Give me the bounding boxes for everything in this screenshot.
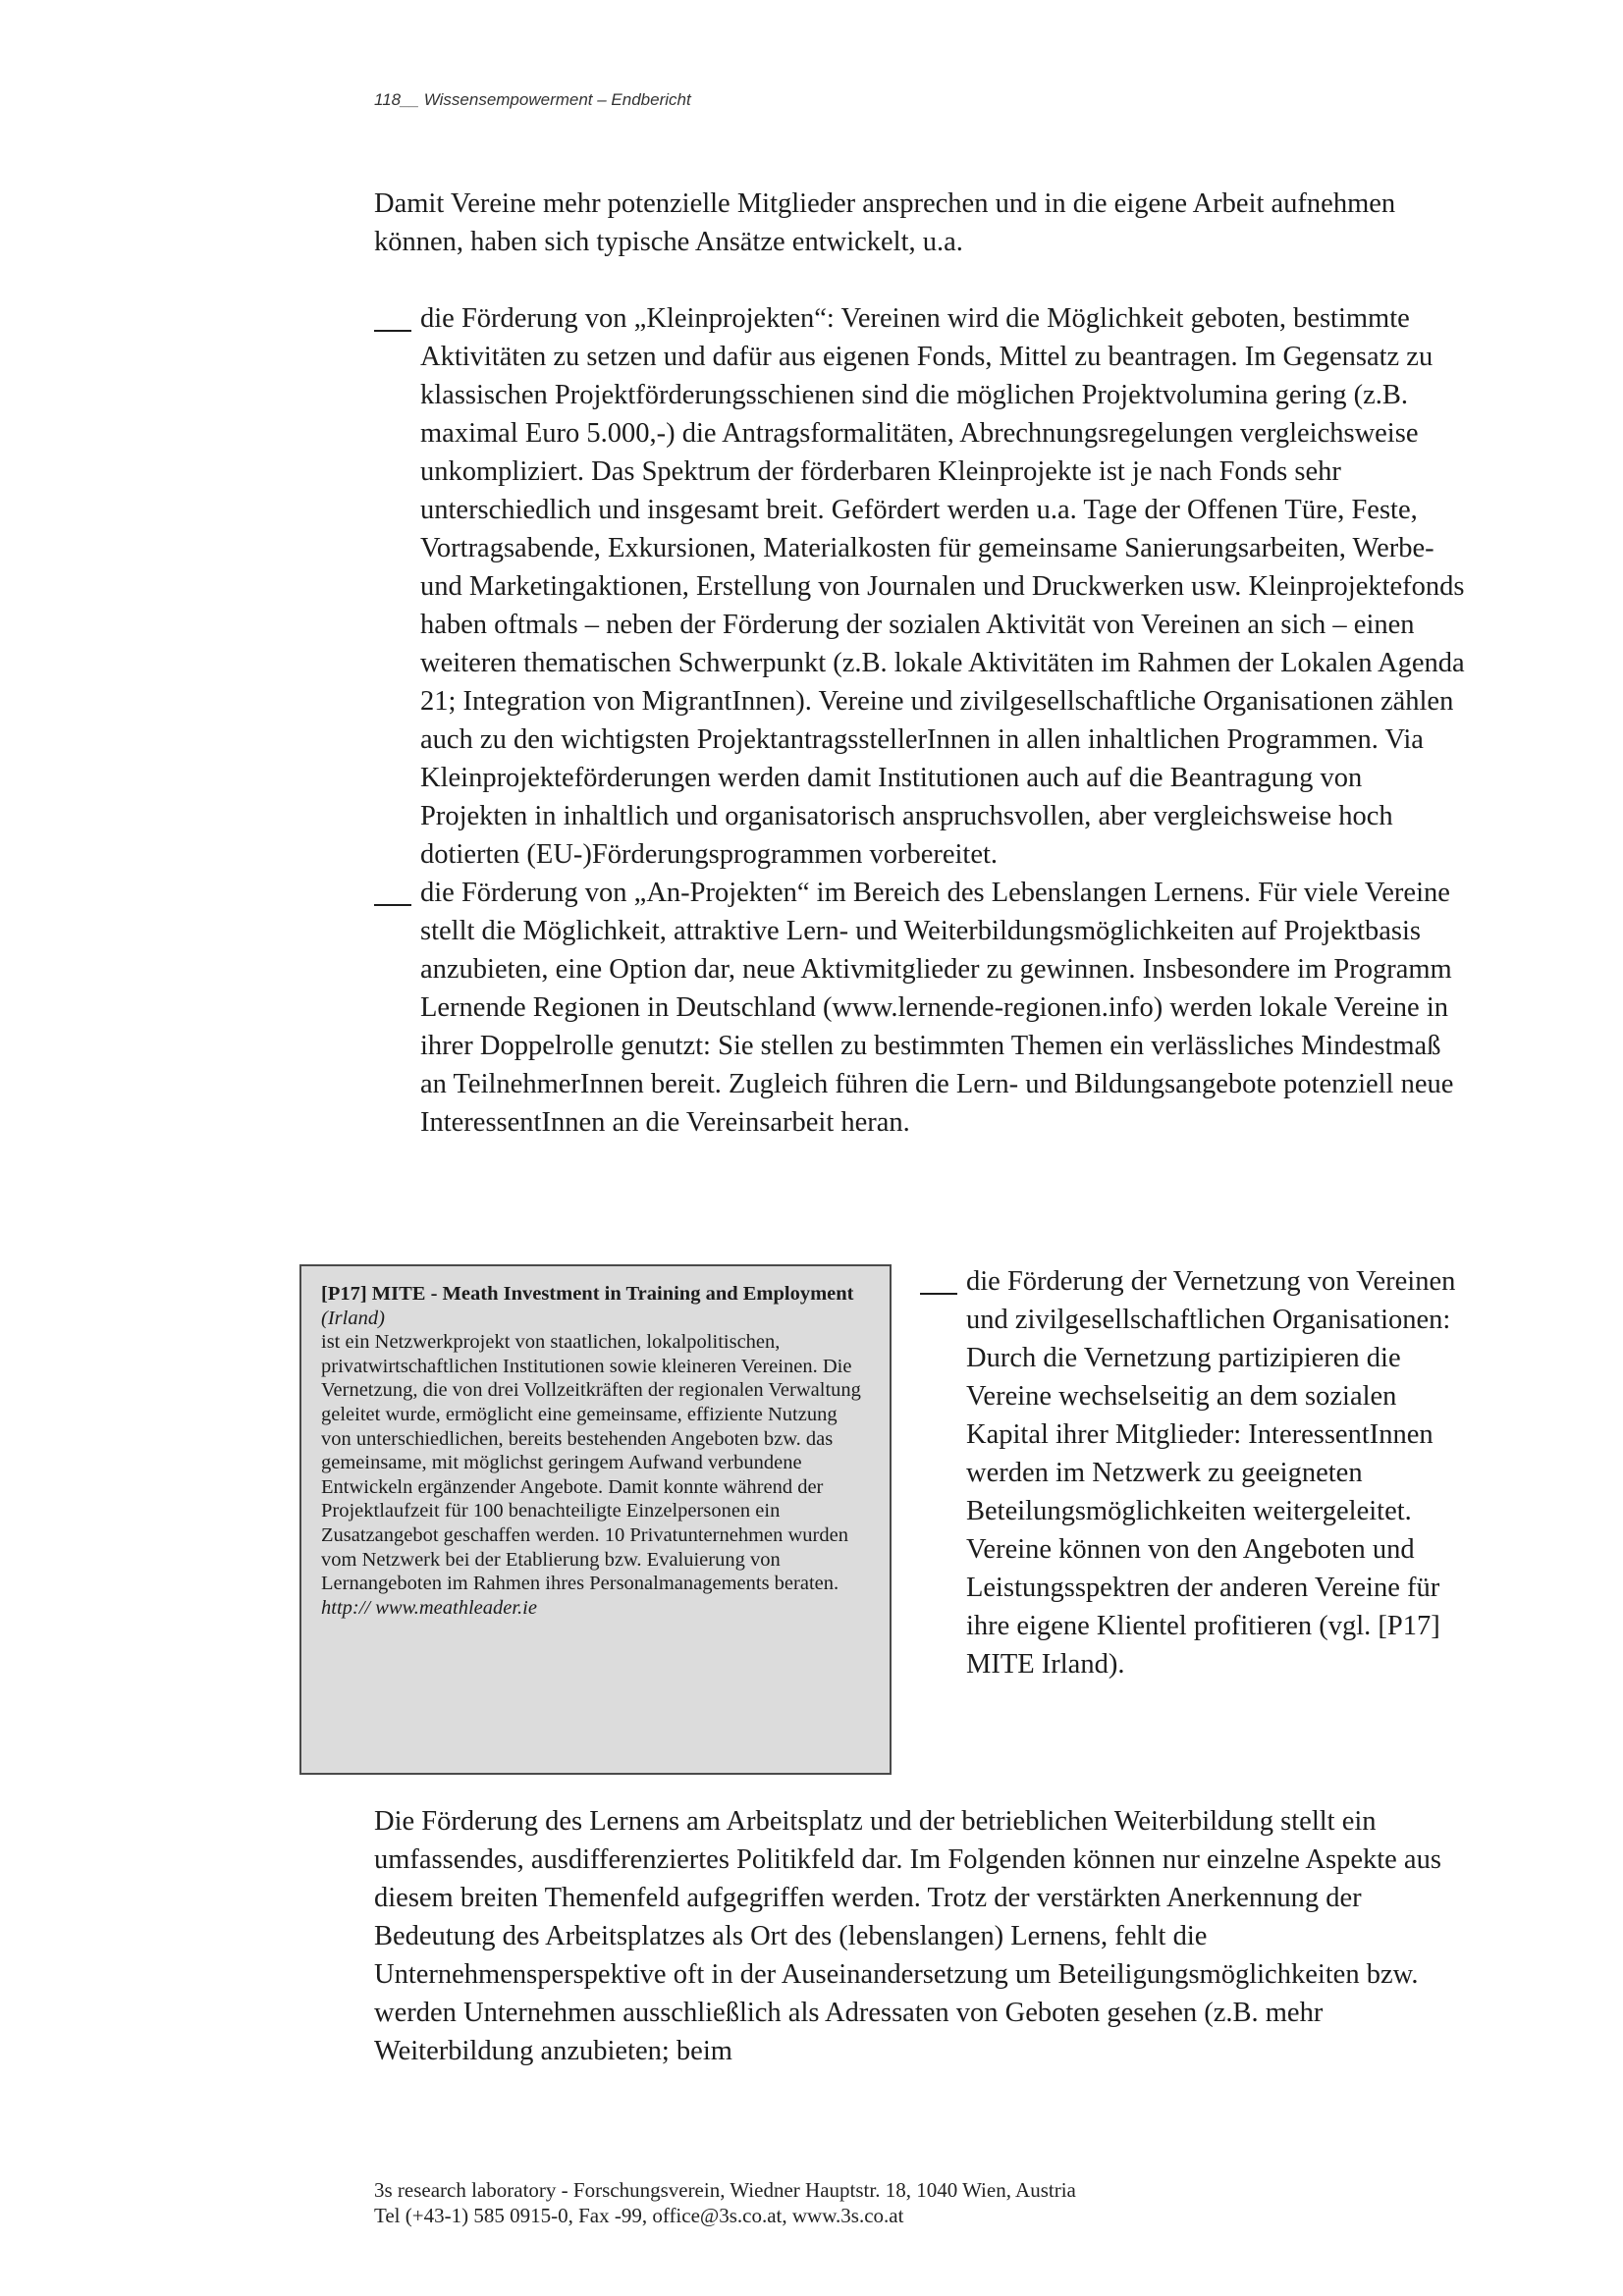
- bullet-dash: [920, 1293, 957, 1295]
- bullet-item-an-projekte: [374, 874, 1474, 1142]
- footer-contact: Tel (+43-1) 585 0915-0, Fax -99, office@3s.co.at, www.3s.co.at: [374, 2204, 904, 2227]
- bullet-list: [374, 299, 1474, 1142]
- outro-paragraph: Die Förderung des Lernens am Arbeitsplatz und der betrieblichen Weiterbildung stellt ein umfassendes, ausdifferenziertes Politikfeld dar. Im Folgenden können nur einzelne Aspekte aus diesem breiten Themenfeld aufgegriffen werden. Trotz der verstärkten Anerkennung der Bedeutung des Arbeitsplatzes als Ort des (lebenslangen) Lernens, fehlt die Unternehmensperspektive oft in der Auseinandersetzung um Beteiligungsmöglichkeiten bzw. werden Unternehmen ausschließlich als Adressaten von Geboten gesehen (z.B. mehr Weiterbildung anzubieten; beim: [374, 1806, 1441, 2066]
- bullet-text: die Förderung von „An-Projekten“ im Bereich des Lebenslangen Lernens. Für viele Vereine stellt die Möglichkeit, attraktive Lern- und Weiterbildungsmöglichkeiten auf Projektbasis anzubieten, eine Option dar, neue Aktivmitglieder zu gewinnen. Insbesondere im Programm Lernende Regionen in Deutschland (www.lernende-regionen.info) werden lokale Vereine in ihrer Doppelrolle genutzt: Sie stellen zu bestimmten Themen ein verlässliches Mindestmaß an TeilnehmerInnen bereit. Zugleich führen die Lern- und Bildungsangebote potenziell neue InteressentInnen an die Vereinsarbeit heran.: [420, 878, 1454, 1138]
- intro-paragraph: Damit Vereine mehr potenzielle Mitglieder ansprechen und in die eigene Arbeit aufnehmen können, haben sich typische Ansätze entwickelt, u.a.: [374, 188, 1396, 257]
- box-url: http:// www.meathleader.ie: [321, 1596, 537, 1619]
- page-footer: [374, 2177, 1076, 2228]
- box-body: ist ein Netzwerkprojekt von staatlichen, lokalpolitischen, privatwirtschaftlichen Institutionen sowie kleineren Vereinen. Die Vernetzung, die von drei Vollzeitkräften der regionalen Verwaltung geleitet wurde, ermöglicht eine gemeinsame, effiziente Nutzung von unterschiedlichen, bereits bestehenden Angeboten bzw. das gemeinsame, mit möglichst geringem Aufwand verbundene Entwickeln ergänzender Angebote. Damit konnte während der Projektlaufzeit für 100 benachteiligte Einzelpersonen ein Zusatzangebot geschaffen werden. 10 Privatunternehmen wurden vom Netzwerk bei der Etablierung bzw. Evaluierung von Lernangeboten im Rahmen ihres Personalmanagements beraten.: [321, 1331, 861, 1595]
- box-country: (Irland): [321, 1307, 385, 1329]
- project-info-box: [299, 1264, 892, 1775]
- footer-address: 3s research laboratory - Forschungsverein, Wiedner Hauptstr. 18, 1040 Wien, Austria: [374, 2178, 1076, 2202]
- bullet-text: die Förderung von „Kleinprojekten“: Vereinen wird die Möglichkeit geboten, bestimmte Aktivitäten zu setzen und dafür aus eigenen Fonds, Mittel zu beantragen. Im Gegensatz zu klassischen Projektförderungsschienen sind die möglichen Projektvolumina gering (z.B. maximal Euro 5.000,-) die Antragsformalitäten, Abrechnungsregelungen vergleichsweise unkompliziert. Das Spektrum der förderbaren Kleinprojekte ist je nach Fonds sehr unterschiedlich und insgesamt breit. Gefördert werden u.a. Tage der Offenen Türe, Feste, Vortragsabende, Exkursionen, Materialkosten für gemeinsame Sanierungsarbeiten, Werbe- und Marketingaktionen, Erstellung von Journalen und Druckwerken usw. Kleinprojektefonds haben oftmals – neben der Förderung der sozialen Aktivität von Vereinen an sich – einen weiteren thematischen Schwerpunkt (z.B. lokale Aktivitäten im Rahmen der Lokalen Agenda 21; Integration von MigrantInnen). Vereine und zivilgesellschaftliche Organisationen zählen auch zu den wichtigsten ProjektantragsstellerInnen in allen inhaltlichen Programmen. Via Kleinprojekteförderungen werden damit Institutionen auch auf die Beantragung von Projekten in inhaltlich und organisatorisch anspruchsvollen, aber vergleichsweise hoch dotierten (EU-)Förderungsprogrammen vorbereitet.: [420, 303, 1465, 870]
- bullet-item-kleinprojekte: [374, 299, 1474, 874]
- box-title: [P17] MITE - Meath Investment in Training and Employment: [321, 1283, 854, 1305]
- bullet-item-vernetzung: [920, 1262, 1470, 1683]
- bullet-dash: [374, 330, 411, 332]
- running-header: 118__ Wissensempowerment – Endbericht: [374, 90, 691, 109]
- bullet-dash: [374, 904, 411, 906]
- bullet-text: die Förderung der Vernetzung von Vereinen und zivilgesellschaftlichen Organisationen: Durch die Vernetzung partizipieren die Vereine wechselseitig an dem sozialen Kapital ihrer Mitglieder: InteressentInnen werden im Netzwerk zu geeigneten Beteilungsmöglichkeiten weitergeleitet. Vereine können von den Angeboten und Leistungsspektren der anderen Vereine für ihre eigene Klientel profitieren (vgl. [P17] MITE Irland).: [966, 1266, 1456, 1680]
